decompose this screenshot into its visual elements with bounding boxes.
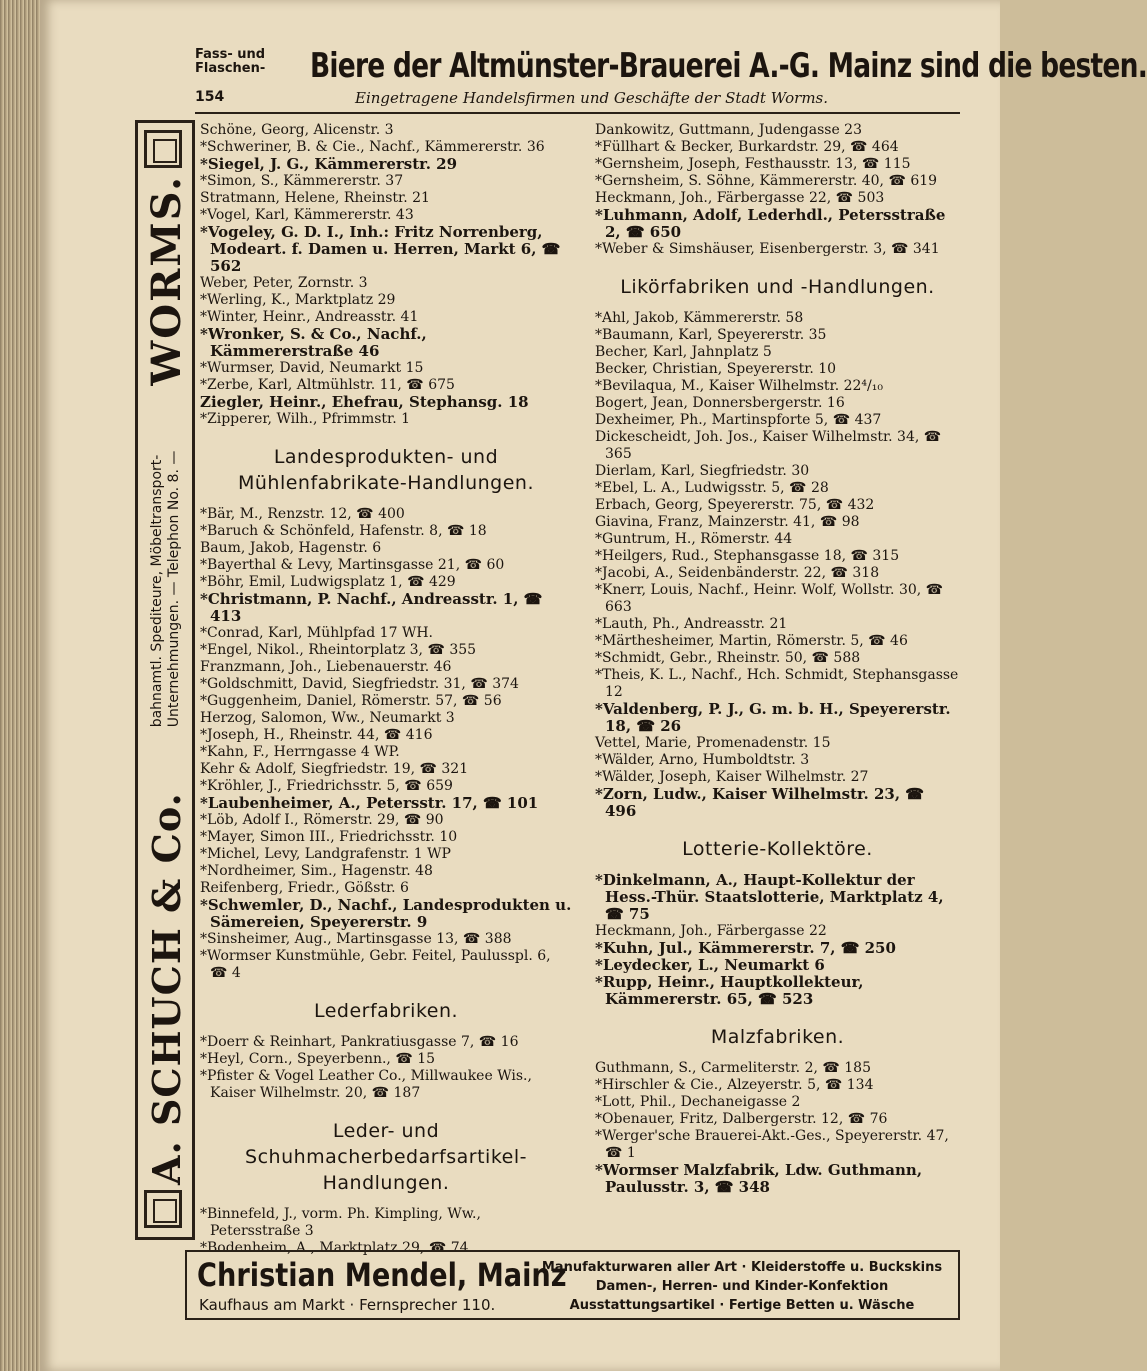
directory-entry: *Schwemler, D., Nachf., Landesprodukten u. Sämereien, Speyererstr. 9	[200, 896, 572, 931]
directory-entry: *Zorn, Ludw., Kaiser Wilhelmstr. 23, ☎ 496	[595, 785, 924, 820]
directory-entry: *Werger'sche Brauerei-Akt.-Ges., Speyererstr. 47, ☎ 1	[595, 1128, 949, 1161]
running-head: Eingetragene Handelsfirmen und Geschäfte der Stadt Worms.	[355, 89, 829, 107]
directory-entry: Franzmann, Joh., Liebenauerstr. 46	[200, 659, 452, 675]
directory-entry: *Füllhart & Becker, Burkardstr. 29, ☎ 464	[595, 139, 899, 155]
directory-entry: *Nordheimer, Sim., Hagenstr. 48	[200, 863, 433, 879]
directory-entry: *Obenauer, Fritz, Dalbergerstr. 12, ☎ 76	[595, 1111, 888, 1127]
directory-entry: *Knerr, Louis, Nachf., Heinr. Wolf, Wollstr. 30, ☎ 663	[595, 582, 944, 615]
side-ad-bottom-ornament	[144, 1190, 182, 1228]
section-heading-lederfabriken: Lederfabriken.	[313, 1000, 459, 1022]
directory-entry: Vettel, Marie, Promenadenstr. 15	[595, 735, 831, 751]
directory-entry: *Joseph, H., Rheinstr. 44, ☎ 416	[200, 727, 433, 743]
directory-entry: Giavina, Franz, Mainzerstr. 41, ☎ 98	[595, 514, 860, 530]
directory-entry: *Rupp, Heinr., Hauptkollekteur, Kämmererstr. 65, ☎ 523	[595, 973, 864, 1008]
footer-ad-products	[527, 1258, 957, 1315]
page-edges	[0, 0, 40, 1371]
directory-entry: Guthmann, S., Carmeliterstr. 2, ☎ 185	[595, 1060, 871, 1076]
directory-entry: *Christmann, P. Nachf., Andreasstr. 1, ☎ 413	[200, 590, 543, 625]
directory-entry: *Wurmser, David, Neumarkt 15	[200, 360, 424, 376]
directory-entry: *Werling, K., Marktplatz 29	[200, 292, 396, 308]
directory-entry: Baum, Jakob, Hagenstr. 6	[200, 540, 382, 556]
directory-entry: *Märthesheimer, Martin, Römerstr. 5, ☎ 46	[595, 633, 908, 649]
directory-entry: *Bär, M., Renzstr. 12, ☎ 400	[200, 506, 405, 522]
footer-ad-line2: Damen-, Herren- und Kinder-Konfektion	[595, 1279, 889, 1294]
directory-entry: Heckmann, Joh., Färbergasse 22	[595, 923, 827, 939]
section-heading-malzfabriken: Malzfabriken.	[710, 1026, 845, 1048]
directory-entry: *Michel, Levy, Landgrafenstr. 1 WP	[200, 846, 451, 862]
directory-entry: *Goldschmitt, David, Siegfriedstr. 31, ☎ 374	[200, 676, 519, 692]
directory-entry: Erbach, Georg, Speyererstr. 75, ☎ 432	[595, 497, 875, 513]
entry-list-leder	[595, 122, 960, 258]
directory-entry: *Kröhler, J., Friedrichsstr. 5, ☎ 659	[200, 778, 453, 794]
directory-entry: *Baumann, Karl, Speyererstr. 35	[595, 327, 827, 343]
side-ad-services	[149, 451, 183, 728]
directory-entry: *Böhr, Emil, Ludwigsplatz 1, ☎ 429	[200, 574, 456, 590]
directory-entry: Stratmann, Helene, Rheinstr. 21	[200, 190, 430, 206]
directory-entry: *Wormser Malzfabrik, Ldw. Guthmann, Paulusstr. 3, ☎ 348	[595, 1161, 923, 1196]
directory-entry: *Bevilaqua, M., Kaiser Wilhelmstr. 22⁴/₁₀	[595, 378, 883, 394]
entry-list-malzfabriken	[595, 1060, 960, 1196]
header-prefix-line2: Flaschen-	[195, 61, 266, 76]
directory-entry: *Vogel, Karl, Kämmererstr. 43	[200, 207, 414, 223]
directory-entry: *Engel, Nikol., Rheintorplatz 3, ☎ 355	[200, 642, 477, 658]
section-heading-landesprodukten: Landesprodukten- und Mühlenfabrikate-Handlungen.	[237, 446, 534, 494]
directory-entry: *Heyl, Corn., Speyerbenn., ☎ 15	[200, 1051, 436, 1067]
directory-entry: Heckmann, Joh., Färbergasse 22, ☎ 503	[595, 190, 885, 206]
side-ad	[140, 175, 192, 1185]
footer-ad	[185, 1250, 960, 1320]
left-column	[200, 122, 572, 1257]
directory-entry: *Kahn, F., Herrngasse 4 WP.	[200, 744, 400, 760]
side-ad-line2: Unternehmungen. — Telephon No. 8. —	[166, 450, 182, 728]
directory-entry: *Lott, Phil., Dechaneigasse 2	[595, 1094, 801, 1110]
directory-entry: *Gernsheim, S. Söhne, Kämmererstr. 40, ☎ 619	[595, 173, 938, 189]
directory-entry: *Sinsheimer, Aug., Martinsgasse 13, ☎ 388	[200, 931, 512, 947]
directory-entry: *Winter, Heinr., Andreasstr. 41	[200, 309, 419, 325]
directory-entry: Weber, Peter, Zornstr. 3	[200, 275, 368, 291]
directory-entry: *Pfister & Vogel Leather Co., Millwaukee Wis., Kaiser Wilhelmstr. 20, ☎ 187	[200, 1068, 532, 1101]
footer-ad-address: Kaufhaus am Markt · Fernsprecher 110.	[199, 1296, 496, 1314]
directory-entry: *Hirschler & Cie., Alzeyerstr. 5, ☎ 134	[595, 1077, 874, 1093]
directory-entry: *Vogeley, G. D. I., Inh.: Fritz Norrenberg, Modeart. f. Damen u. Herren, Markt 6, ☎ 562	[200, 223, 561, 275]
side-ad-line1: bahnamtl. Spediteure, Möbeltransport-	[149, 454, 165, 728]
directory-entry: *Kuhn, Jul., Kämmererstr. 7, ☎ 250	[595, 939, 896, 957]
directory-entry: *Guntrum, H., Römerstr. 44	[595, 531, 793, 547]
directory-entry: *Wronker, S. & Co., Nachf., Kämmererstraße 46	[200, 325, 427, 360]
right-column	[595, 122, 960, 1196]
entry-list-textil	[200, 122, 572, 428]
directory-entry: Kehr & Adolf, Siegfriedstr. 19, ☎ 321	[200, 761, 469, 777]
directory-entry: *Luhmann, Adolf, Lederhdl., Petersstraße 2, ☎ 650	[595, 206, 946, 241]
side-ad-top-ornament	[144, 130, 182, 168]
directory-entry: Reifenberg, Friedr., Gößstr. 6	[200, 880, 409, 896]
directory-entry: *Wälder, Joseph, Kaiser Wilhelmstr. 27	[595, 769, 869, 785]
directory-entry: *Binnefeld, J., vorm. Ph. Kimpling, Ww., Petersstraße 3	[200, 1206, 481, 1239]
section-heading-lotterie: Lotterie-Kollektöre.	[682, 838, 873, 860]
header-ad-title: Biere der Altmünster-Brauerei A.-G. Mainz sind die besten.	[310, 46, 1147, 86]
directory-entry: *Gernsheim, Joseph, Festhausstr. 13, ☎ 115	[595, 156, 911, 172]
directory-entry: *Lauth, Ph., Andreasstr. 21	[595, 616, 788, 632]
directory-entry: *Wälder, Arno, Humboldtstr. 3	[595, 752, 810, 768]
directory-entry: *Schmidt, Gebr., Rheinstr. 50, ☎ 588	[595, 650, 861, 666]
directory-entry: *Siegel, J. G., Kämmererstr. 29	[200, 155, 458, 173]
header-ad-prefix	[195, 48, 265, 76]
directory-entry: *Wormser Kunstmühle, Gebr. Feitel, Paulusspl. 6, ☎ 4	[200, 948, 551, 981]
directory-entry: *Zerbe, Karl, Altmühlstr. 11, ☎ 675	[200, 377, 455, 393]
directory-entry: *Mayer, Simon III., Friedrichsstr. 10	[200, 829, 458, 845]
directory-entry: Becher, Karl, Jahnplatz 5	[595, 344, 772, 360]
directory-entry: Becker, Christian, Speyererstr. 10	[595, 361, 837, 377]
footer-ad-name: Christian Mendel, Mainz	[197, 1256, 567, 1294]
directory-entry: Schöne, Georg, Alicenstr. 3	[200, 122, 394, 138]
directory-entry: *Leydecker, L., Neumarkt 6	[595, 956, 825, 974]
directory-entry: Dierlam, Karl, Siegfriedstr. 30	[595, 463, 810, 479]
header-rule	[195, 112, 960, 114]
directory-entry: *Laubenheimer, A., Petersstr. 17, ☎ 101	[200, 794, 539, 812]
header-prefix-line1: Fass- und	[195, 47, 266, 62]
directory-entry: Dickescheidt, Joh. Jos., Kaiser Wilhelmstr. 34, ☎ 365	[595, 429, 942, 462]
directory-entry: Herzog, Salomon, Ww., Neumarkt 3	[200, 710, 455, 726]
directory-entry: *Heilgers, Rud., Stephansgasse 18, ☎ 315	[595, 548, 900, 564]
directory-entry: *Zipperer, Wilh., Pfrimmstr. 1	[200, 411, 411, 427]
footer-ad-line3: Ausstattungsartikel · Fertige Betten u. Wäsche	[569, 1298, 915, 1313]
directory-entry: *Conrad, Karl, Mühlpfad 17 WH.	[200, 625, 433, 641]
entry-list-likoerfabriken	[595, 310, 960, 820]
directory-entry: *Ahl, Jakob, Kämmererstr. 58	[595, 310, 804, 326]
side-ad-name: A. SCHUCH & Co.	[143, 792, 189, 1185]
directory-entry: *Simon, S., Kämmererstr. 37	[200, 173, 404, 189]
directory-entry: *Baruch & Schönfeld, Hafenstr. 8, ☎ 18	[200, 523, 487, 539]
section-heading-likoerfabriken: Likörfabriken und -Handlungen.	[620, 276, 935, 298]
directory-entry: *Jacobi, A., Seidenbänderstr. 22, ☎ 318	[595, 565, 880, 581]
directory-entry: *Ebel, L. A., Ludwigsstr. 5, ☎ 28	[595, 480, 829, 496]
directory-entry: Ziegler, Heinr., Ehefrau, Stephansg. 18	[200, 393, 529, 411]
directory-entry: *Weber & Simshäuser, Eisenbergerstr. 3, ☎ 341	[595, 241, 940, 257]
entry-list-landesprodukten	[200, 506, 572, 982]
section-heading-schuhmacherbedarf: Leder- und Schuhmacherbedarfsartikel-Handlungen.	[245, 1120, 527, 1194]
directory-entry: Bogert, Jean, Donnersbergerstr. 16	[595, 395, 845, 411]
page-number: 154	[195, 89, 225, 105]
directory-entry: *Valdenberg, P. J., G. m. b. H., Speyererstr. 18, ☎ 26	[595, 700, 951, 735]
directory-entry: *Bayerthal & Levy, Martinsgasse 21, ☎ 60	[200, 557, 505, 573]
entry-list-lotterie	[595, 872, 960, 1008]
directory-entry: *Bodenheim, A., Marktplatz 29, ☎ 74	[200, 1240, 469, 1256]
directory-entry: *Schweriner, B. & Cie., Nachf., Kämmererstr. 36	[200, 139, 545, 155]
entry-list-lederfabriken	[200, 1034, 572, 1102]
footer-ad-line1: Manufakturwaren aller Art · Kleiderstoffe u. Buckskins	[541, 1260, 943, 1275]
directory-entry: *Dinkelmann, A., Haupt-Kollektur der Hess.-Thür. Staatslotterie, Marktplatz 4, ☎ 75	[595, 871, 944, 923]
directory-entry: *Theis, K. L., Nachf., Hch. Schmidt, Stephansgasse 12	[595, 667, 959, 700]
directory-entry: *Guggenheim, Daniel, Römerstr. 57, ☎ 56	[200, 693, 502, 709]
directory-entry: *Löb, Adolf I., Römerstr. 29, ☎ 90	[200, 812, 444, 828]
directory-entry: Dankowitz, Guttmann, Judengasse 23	[595, 122, 862, 138]
directory-entry: *Doerr & Reinhart, Pankratiusgasse 7, ☎ 16	[200, 1034, 519, 1050]
side-ad-city: WORMS.	[142, 175, 190, 386]
directory-entry: Dexheimer, Ph., Martinspforte 5, ☎ 437	[595, 412, 882, 428]
